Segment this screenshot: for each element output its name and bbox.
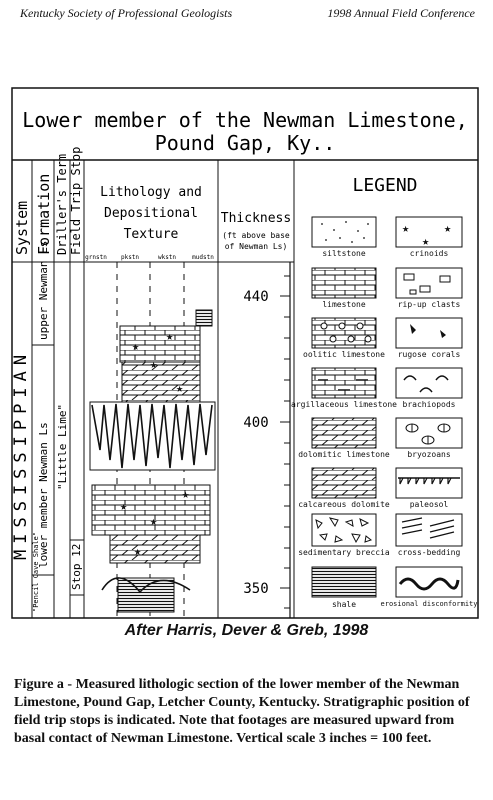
thickness-subheader-1: (ft above base — [222, 231, 290, 240]
legend-limestone: limestone — [322, 300, 366, 309]
lithology-header-2: Depositional — [104, 206, 198, 221]
svg-text:★: ★ — [444, 221, 452, 235]
svg-text:★: ★ — [166, 329, 174, 343]
legend-paleosol: paleosol — [409, 500, 449, 509]
thickness-tick-400: 400 — [243, 415, 269, 431]
system-value: MISSISSIPPIAN — [11, 348, 31, 560]
legend-argillaceous-limestone: argillaceous limestone — [291, 400, 397, 409]
figure-credit: After Harris, Dever & Greb, 1998 — [124, 622, 369, 639]
svg-text:★: ★ — [176, 381, 184, 395]
stop-12-label: Stop 12 — [70, 543, 83, 590]
legend-crinoids: crinoids — [409, 249, 449, 258]
dolomitic-limestone-beds — [122, 362, 200, 402]
svg-text:★: ★ — [182, 487, 190, 501]
formation-lower-value: lower member Newman Ls — [37, 422, 50, 568]
svg-text:★: ★ — [120, 499, 128, 513]
thickness-header: Thickness — [220, 211, 292, 226]
lithology-column — [90, 310, 215, 612]
svg-text:★: ★ — [402, 221, 410, 235]
header-right: 1998 Annual Field Conference — [327, 6, 475, 20]
legend-erosional-disconformity: erosional disconformity — [380, 600, 478, 608]
formation-upper-value: upper Newman Ls — [37, 240, 50, 340]
field-trip-stop-column-header: Field Trip Stop — [69, 146, 83, 255]
drillers-term-column-header: Driller's Term — [55, 153, 69, 255]
thickness-tick-440: 440 — [243, 289, 269, 305]
thickness-subheader-2: of Newman Ls) — [224, 242, 288, 251]
legend-bryozoans: bryozoans — [407, 450, 451, 459]
lithology-header-3: Texture — [123, 227, 179, 242]
drillers-term-value: "Little Lime" — [56, 403, 69, 490]
diagram-title-line1: Lower member of the Newman Limestone, — [22, 108, 468, 132]
legend-dolomitic-limestone: dolomitic limestone — [298, 450, 390, 459]
svg-text:★: ★ — [150, 357, 158, 371]
legend-oolitic-limestone: oolitic limestone — [303, 350, 385, 359]
texture-tick-packstone: pkstn — [120, 254, 140, 261]
svg-text:★: ★ — [132, 339, 140, 353]
calcareous-dolomite-beds — [110, 535, 200, 563]
legend-rugose-corals: rugose corals — [397, 350, 461, 359]
header-left: Kentucky Society of Professional Geologists — [20, 6, 233, 20]
legend-rip-up-clasts: rip-up clasts — [397, 300, 461, 309]
texture-tick-mudstone: mudstn — [192, 254, 214, 261]
figure-caption: Figure a - Measured lithologic section of the lower member of the Newman Limestone, Pound Gap, Letcher County, Kentucky. Stratigraphic position of field trip stops is indicated. Note that footages are measured upward from basal contact of Newman Limestone. Vertical scale 3 inches = 100 feet. — [14, 677, 470, 746]
formation-pencil-cave-value: "Pencil Cave Shale" — [32, 531, 40, 612]
legend-shale: shale — [331, 600, 357, 609]
legend-brachiopods: brachiopods — [402, 400, 456, 409]
basal-shale — [118, 578, 174, 612]
system-column-header: System — [13, 200, 31, 255]
texture-tick-grainstone: grnstn — [85, 254, 107, 261]
legend-siltstone: siltstone — [322, 249, 366, 258]
thickness-tick-350: 350 — [243, 581, 269, 597]
legend-title: LEGEND — [352, 175, 418, 196]
svg-text:★: ★ — [150, 514, 158, 528]
formation-column-header: Formation — [35, 173, 53, 255]
diagram-title-line2: Pound Gap, Ky.. — [154, 131, 336, 155]
legend-sedimentary-breccia: sedimentary breccia — [298, 548, 390, 557]
lithology-header-1: Lithology and — [100, 185, 202, 200]
texture-tick-wackestone: wkstn — [157, 254, 177, 261]
svg-text:★: ★ — [134, 544, 142, 558]
legend-cross-bedding: cross-bedding — [397, 548, 461, 557]
svg-text:★: ★ — [422, 234, 430, 248]
legend-calcareous-dolomite: calcareous dolomite — [298, 500, 390, 509]
